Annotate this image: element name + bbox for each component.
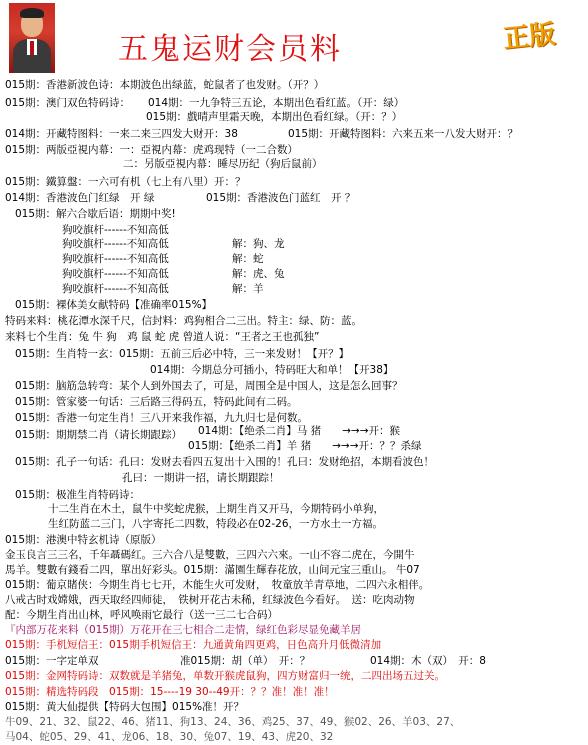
line-21: 015期：管家婆一句话：三后路三得码五，特码此间有二码。 bbox=[15, 396, 298, 408]
page-header bbox=[0, 0, 588, 78]
genuine-stamp: 正版 bbox=[501, 19, 557, 55]
line-25: 015期：【绝杀二肖】羊 猪 →→→开：？？杀绿 bbox=[188, 440, 422, 452]
line-12a: 狗咬旗杆------不知高低 bbox=[62, 253, 169, 265]
line-20: 015期：脑筋急转弯：某个人到外国去了，可是，周围全是中国人，这是怎么回事？ bbox=[15, 380, 403, 392]
line-27: 孔曰：一期讲一招，请长期跟踪！ bbox=[122, 472, 280, 484]
line-32: 金玉良言三三名，千年聶碼红。三六合八是雙數，三四六六來。一山不容二虎在，今開牛 bbox=[5, 549, 415, 561]
line-44: 马04、蛇05、29、41、龙06、18、30、兔07、19、43、虎20、32 bbox=[5, 731, 334, 743]
line-43: 牛09、21、32、鼠22、46、猪11、狗13、24、36、鸡25、37、49、猴02、26、羊03、27、 bbox=[5, 716, 461, 728]
line-8b: 015期：香港波色门蓝红 开 ？ bbox=[206, 192, 356, 204]
line-36: 配：今期生肖出山林，呼风唤雨它最行（送一三二七合码） bbox=[5, 609, 278, 621]
line-4a: 014期：开藏特图料：一来二来三四发大财开：38 bbox=[5, 128, 238, 140]
line-6: 二：另版亞視内幕：睡尽历纪（狗后鼠前） bbox=[123, 158, 323, 170]
line-38: 015期：手机短信王：015期手机短信王：九通黄角四更鸡，日色高升月低微清加 bbox=[5, 639, 382, 651]
portrait-photo bbox=[9, 3, 55, 73]
line-29: 十二生肖在木土，鼠牛中奖蛇虎猴，上期生肖又开马，今期特码小单狗， bbox=[48, 503, 384, 515]
line-16: 特码来料：桃花潭水深千尺，信封料：鸡狗相合二三出。特主：绿、防：蓝。 bbox=[5, 315, 362, 327]
line-15: 015期：裸体美女献特码【准确率015%】 bbox=[15, 299, 213, 311]
line-14a: 狗咬旗杆------不知高低 bbox=[62, 283, 169, 295]
line-23: 015期：期期禁二肖（请长期跟踪） bbox=[15, 429, 183, 441]
line-1: 015期：香港新波色诗：本期波色出绿蓝，蛇鼠者了也发财。（开？） bbox=[5, 79, 325, 91]
line-22: 015期：香港一句定生肖！三八开来我作福，九九归七是何数。 bbox=[15, 412, 309, 424]
line-34: 015期：葡京賭侠：今期生肖七七开，木能生火可发财， 牧童放羊青草地，二四六永相伴。 bbox=[5, 579, 430, 591]
page-title: 五鬼运财会员料 bbox=[118, 32, 342, 67]
line-18: 015期：生肖特一玄：015期：五前三后必中特，三一来发财！【开？】 bbox=[15, 348, 350, 360]
line-13b: 解：虎、兔 bbox=[232, 268, 285, 280]
line-8a: 014期：香港波色门红绿 开 绿 bbox=[5, 192, 155, 204]
line-4b: 015期：开藏特图料：六来五来一八发大财开：？ bbox=[288, 128, 519, 140]
line-28: 015期：极准生肖特码诗： bbox=[15, 489, 141, 501]
line-7: 015期：鐵算盤：一六可有机（七上有八里）开：？ bbox=[5, 176, 246, 188]
portrait-hair bbox=[20, 8, 44, 18]
line-41: 015期：精选特码段 015期：15----19 30--49开：？？准！准！准！ bbox=[5, 686, 335, 698]
line-12b: 解：蛇 bbox=[232, 253, 264, 265]
line-11b: 解：狗、龙 bbox=[232, 238, 285, 250]
line-5: 015期：两版亞視内幕：一：亞視内幕：虎鸡现特（一二合数） bbox=[5, 144, 299, 156]
line-3: 015期：戲晴声里霜天晚，本期出色看红绿。（开：？） bbox=[146, 111, 403, 123]
line-40: 015期：金网特码诗：双数就是羊猪兔，单数开猴虎鼠狗，四方财富归一统，二四出场五过关。 bbox=[5, 670, 446, 682]
line-9: 015期：解六合歇后语：期期中奖! bbox=[15, 208, 176, 220]
line-2b: 014期：一九争特三五论，本期出色看红蓝。（开：绿） bbox=[148, 97, 405, 109]
line-17: 来料七个生肖：兔 牛 狗 鸡 鼠 蛇 虎 曾道人说：“王者之王也孤独” bbox=[5, 331, 320, 343]
line-14b: 解：羊 bbox=[232, 283, 264, 295]
line-42: 015期：黄大仙提供【特码大包围】015%准！开？ bbox=[5, 701, 245, 713]
line-31: 015期：港澳中特玄机诗（原版） bbox=[5, 534, 162, 546]
line-39c: 014期：木（双） 开：8 bbox=[370, 655, 486, 667]
line-13a: 狗咬旗杆------不知高低 bbox=[62, 268, 169, 280]
line-30: 生红防蓝二三门，八字寄托二四数，特段必在02-26，一方水土一方福。 bbox=[48, 518, 384, 530]
line-35: 八戒古时戏嫦娥，西天取经四师徒， 铁树开花古未稀，红绿波色今看好。 送：吃肉动物 bbox=[5, 594, 415, 606]
line-10: 狗咬旗杆------不知高低 bbox=[62, 224, 169, 236]
line-39b: 准015期：胡（单） 开：？ bbox=[180, 655, 311, 667]
line-26: 015期：孔子一句话：孔曰：发财去看四五复出十入围的！孔曰：发财绝招，本期看波色！ bbox=[15, 456, 435, 468]
line-33: 馬羊。雙數有錢看二四，單出好彩头。015期：滿園生輝春花放，山间元宝三重山。 牛07 bbox=[5, 564, 420, 576]
line-39a: 015期：一字定单双 bbox=[5, 655, 99, 667]
line-11a: 狗咬旗杆------不知高低 bbox=[62, 238, 169, 250]
line-37: 『内部万花来料（015期）万花开在三七相合二走情，绿红色彩尽显免藏羊居 bbox=[5, 624, 362, 636]
portrait-tie bbox=[30, 41, 34, 55]
line-19: 014期：今期总分可插小，特码旺大和单！【开38】 bbox=[150, 364, 394, 376]
line-2a: 015期：澳门双色特码诗： bbox=[5, 97, 131, 109]
line-24: 014期：【绝杀二肖】马 猪 →→→开：猴 bbox=[198, 425, 401, 437]
